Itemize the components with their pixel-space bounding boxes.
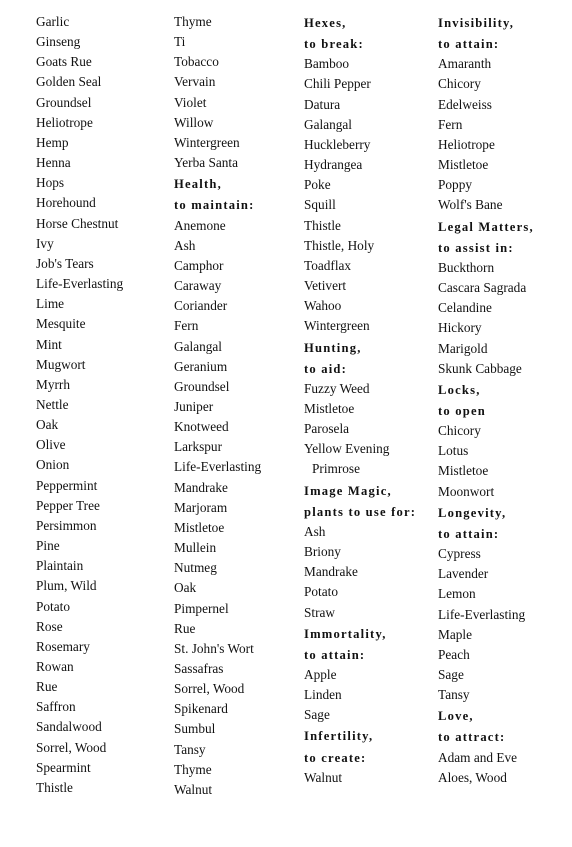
list-item: Job's Tears: [36, 255, 94, 271]
list-item: Adam and Eve: [438, 749, 518, 765]
list-item: Sassafras: [174, 661, 224, 676]
list-item: Datura: [304, 96, 341, 112]
list-item: Tansy: [174, 741, 206, 757]
list-item: Squill: [304, 197, 336, 213]
list-item: Ti: [174, 34, 186, 50]
list-item: Hops: [36, 175, 65, 191]
list-item: Potato: [36, 598, 70, 614]
list-item: Chicory: [438, 423, 481, 439]
list-item: Camphor: [174, 257, 224, 273]
list-item: Parosela: [304, 421, 350, 437]
list-item: Onion: [36, 457, 70, 473]
list-item: Sage: [304, 707, 330, 723]
list-item: Walnut: [174, 781, 213, 797]
list-item: Tansy: [438, 687, 470, 703]
list-item: Wintergreen: [174, 134, 240, 150]
section-heading: Health,: [174, 177, 222, 192]
list-item: Mistletoe: [438, 463, 489, 479]
list-item: Walnut: [304, 769, 343, 785]
list-item: Fuzzy Weed: [304, 380, 370, 396]
list-item: Caraway: [174, 278, 222, 294]
list-item: Ginseng: [36, 34, 81, 50]
list-item: Amaranth: [438, 56, 492, 72]
list-item: Groundsel: [36, 94, 92, 110]
list-item: Life-Everlasting: [438, 606, 526, 622]
section-heading: to create:: [304, 750, 367, 765]
list-item: Sage: [438, 667, 464, 682]
list-item: Rowan: [36, 659, 74, 674]
list-item: Henna: [36, 155, 71, 171]
column-1: [36, 12, 171, 798]
list-item: Horse Chestnut: [36, 215, 119, 231]
list-item: Life-Everlasting: [36, 276, 124, 292]
list-item: Apple: [304, 667, 337, 682]
section-heading: Image Magic,: [304, 483, 392, 498]
list-item: Yerba Santa: [174, 155, 239, 171]
section-heading: Immortality,: [304, 626, 387, 641]
list-item: Heliotrope: [36, 114, 93, 130]
list-item: Mint: [36, 336, 62, 352]
list-item: Linden: [304, 687, 342, 703]
list-item: Heliotrope: [438, 136, 495, 152]
list-item: Mistletoe: [174, 519, 225, 535]
list-item: Lotus: [438, 443, 469, 459]
list-item: Thyme: [174, 14, 212, 29]
list-item: Mandrake: [174, 479, 228, 495]
section-heading: to attain:: [438, 37, 500, 52]
list-item: Thistle: [304, 217, 341, 233]
list-item: Mistletoe: [438, 157, 489, 173]
list-item: Geranium: [174, 358, 228, 374]
list-item: Aloes, Wood: [438, 769, 507, 785]
list-item: Cascara Sagrada: [438, 280, 527, 296]
list-item: Peach: [438, 646, 470, 662]
list-item: Rose: [36, 618, 63, 634]
list-item: Sorrel, Wood: [36, 739, 107, 755]
section-heading: to open: [438, 403, 486, 418]
list-item: Straw: [304, 604, 336, 620]
section-heading: to assist in:: [438, 240, 514, 255]
section-heading: to aid:: [304, 361, 348, 376]
section-heading: to maintain:: [174, 198, 255, 213]
list-item: Life-Everlasting: [174, 459, 262, 475]
list-item: Potato: [304, 584, 338, 600]
list-item: Rue: [36, 679, 58, 695]
list-item: Sumbul: [174, 721, 216, 737]
section-heading: Legal Matters,: [438, 219, 534, 234]
list-item: Moonwort: [438, 483, 495, 499]
list-item: Nettle: [36, 396, 69, 412]
list-item: Spearmint: [36, 759, 91, 775]
list-item: Wahoo: [304, 298, 342, 314]
list-item: Skunk Cabbage: [438, 360, 522, 376]
list-item: Spikenard: [174, 701, 228, 717]
section-heading: Locks,: [438, 382, 481, 397]
list-item: Plaintain: [36, 558, 84, 574]
section-heading: Infertility,: [304, 729, 374, 744]
section-heading: Hexes,: [304, 16, 347, 30]
section-heading: Hunting,: [304, 340, 362, 355]
list-item: Golden Seal: [36, 74, 102, 90]
section-heading: to attain:: [304, 647, 366, 662]
list-item: Ash: [304, 523, 326, 539]
list-item: Knotweed: [174, 419, 229, 435]
list-item: Maple: [438, 626, 472, 642]
list-item: Rosemary: [36, 638, 90, 654]
list-item: Larkspur: [174, 439, 222, 455]
list-item: Buckthorn: [438, 259, 495, 275]
list-item: Edelweiss: [438, 96, 492, 112]
list-item: Thistle: [36, 779, 73, 795]
list-item: Galangal: [304, 116, 352, 132]
list-item: Pepper Tree: [36, 497, 100, 513]
list-item: Fern: [174, 318, 199, 334]
list-item: Sandalwood: [36, 719, 102, 735]
list-item: Bamboo: [304, 56, 350, 72]
list-item: Olive: [36, 437, 66, 453]
list-item: Persimmon: [36, 517, 97, 533]
list-item: Horehound: [36, 195, 96, 211]
list-item: Goats Rue: [36, 54, 92, 70]
list-item: Wolf's Bane: [438, 197, 503, 213]
list-item: Wintergreen: [304, 318, 370, 334]
list-item: Cypress: [438, 546, 481, 562]
list-item: Sorrel, Wood: [174, 681, 245, 697]
list-item: Mistletoe: [304, 400, 355, 416]
list-item: Oak: [174, 580, 197, 596]
section-heading: Invisibility,: [438, 16, 515, 30]
list-item: Nutmeg: [174, 560, 217, 576]
list-item: Violet: [174, 94, 207, 110]
list-item: Thyme: [174, 761, 212, 777]
list-item: St. John's Wort: [174, 640, 254, 656]
list-item: Garlic: [36, 14, 70, 29]
list-item: Chicory: [438, 76, 481, 92]
section-heading: to break:: [304, 37, 364, 52]
list-item: Peppermint: [36, 477, 98, 493]
list-item: Pimpernel: [174, 600, 229, 616]
list-item: Galangal: [174, 338, 222, 354]
list-item: Willow: [174, 114, 214, 130]
list-item: Myrrh: [36, 376, 70, 392]
list-item: Hemp: [36, 134, 69, 150]
list-item: Fern: [438, 116, 463, 132]
section-heading: to attract:: [438, 730, 506, 745]
list-item: Mandrake: [304, 564, 358, 580]
list-item: Hydrangea: [304, 157, 363, 173]
list-item: Ivy: [36, 235, 54, 251]
list-item: Mugwort: [36, 356, 86, 372]
list-item: Celandine: [438, 300, 492, 316]
list-item: Saffron: [36, 699, 76, 715]
list-item: Lavender: [438, 566, 489, 582]
list-item: Ash: [174, 237, 196, 253]
list-item: Vetivert: [304, 278, 347, 294]
list-item: Huckleberry: [304, 136, 371, 152]
column-2: [174, 12, 309, 800]
column-4: [438, 12, 572, 788]
list-item: Anemone: [174, 217, 226, 233]
list-item: Thistle, Holy: [304, 237, 375, 253]
list-item: Vervain: [174, 74, 216, 90]
list-item: Rue: [174, 620, 196, 636]
list-item: Poppy: [438, 177, 472, 193]
list-item: Chili Pepper: [304, 76, 371, 92]
section-heading: Love,: [438, 709, 474, 724]
section-heading: to attain:: [438, 526, 500, 541]
list-item: Briony: [304, 544, 341, 560]
list-item: Pine: [36, 538, 60, 554]
list-item: Toadflax: [304, 257, 352, 273]
list-item: Marigold: [438, 340, 488, 356]
list-item: Juniper: [174, 398, 214, 414]
list-item: Poke: [304, 177, 331, 193]
list-item: Marjoram: [174, 499, 228, 515]
list-item: Lemon: [438, 586, 476, 602]
list-item: Plum, Wild: [36, 578, 97, 594]
list-item: Lime: [36, 296, 65, 312]
list-item: Mesquite: [36, 316, 86, 332]
list-item: Tobacco: [174, 54, 219, 70]
section-heading: plants to use for:: [304, 504, 417, 519]
list-item: Mullein: [174, 540, 217, 556]
column-3: [304, 12, 439, 788]
list-item: Coriander: [174, 298, 228, 314]
list-item: Oak: [36, 417, 59, 433]
list-item: Hickory: [438, 320, 482, 336]
list-item: Primrose: [312, 461, 361, 477]
list-item: Yellow Evening: [304, 441, 390, 457]
list-item: Groundsel: [174, 378, 230, 394]
section-heading: Longevity,: [438, 505, 507, 520]
